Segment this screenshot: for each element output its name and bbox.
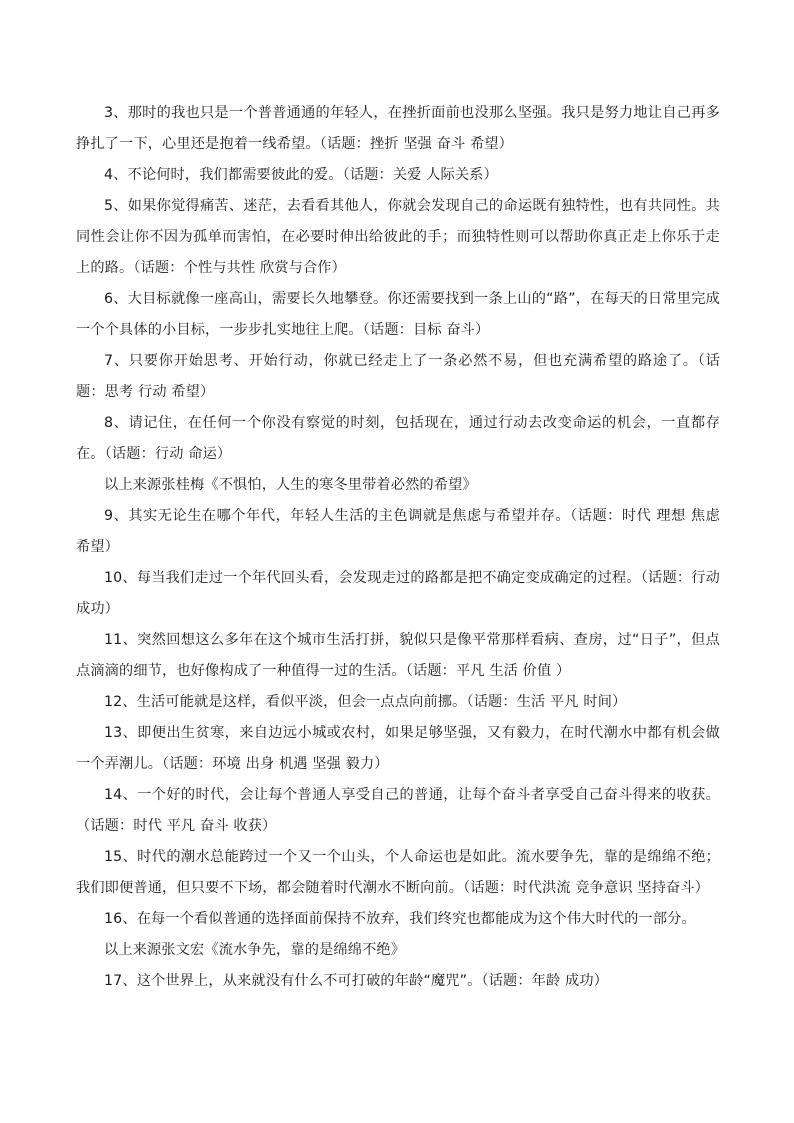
quote-paragraph-7: 7、只要你开始思考、开始行动，你就已经走上了一条必然不易，但也充满希望的路途了。（话题：思考 行动 希望）	[76, 353, 720, 400]
quote-paragraph-10: 10、每当我们走过一个年代回头看，会发现走过的路都是把不确定变成确定的过程。（话题：行动 成功）	[76, 570, 720, 617]
quote-paragraph-6: 6、大目标就像一座高山，需要长久地攀登。你还需要找到一条上山的“路”，在每天的日常里完成一个个具体的小目标，一步步扎实地往上爬。（话题：目标 奋斗）	[76, 291, 720, 338]
document-body	[76, 98, 720, 997]
quote-paragraph-5: 5、如果你觉得痛苦、迷茫，去看看其他人，你就会发现自己的命运既有独特性，也有共同性。共同性会让你不因为孤单而害怕，在必要时伸出给彼此的手；而独特性则可以帮助你真正走上你乐于走上的路。（话题：个性与共性 欣赏与合作）	[76, 198, 720, 276]
quote-paragraph-16: 16、在每一个看似普通的选择面前保持不放弃，我们终究也都能成为这个伟大时代的一部分。	[104, 911, 696, 927]
source-note-zhang-guimei: 以上来源张桂梅《不惧怕，人生的寒冬里带着必然的希望》	[104, 477, 477, 493]
quote-paragraph-12: 12、生活可能就是这样，看似平淡，但会一点点向前挪。（话题：生活 平凡 时间）	[104, 694, 627, 710]
quote-paragraph-13: 13、即便出生贫寒，来自边远小城或农村，如果足够坚强，又有毅力，在时代潮水中都有机会做一个弄潮儿。（话题：环境 出身 机遇 坚强 毅力）	[76, 725, 720, 772]
quote-paragraph-11: 11、突然回想这么多年在这个城市生活打拼，貌似只是像平常那样看病、查房，过“日子”，但点点滴滴的细节，也好像构成了一种值得一过的生活。（话题：平凡 生活 价值 ）	[76, 632, 720, 679]
quote-paragraph-8: 8、请记住，在任何一个你没有察觉的时刻，包括现在，通过行动去改变命运的机会，一直都存在。（话题：行动 命运）	[76, 415, 720, 462]
source-note-zhang-wenhong: 以上来源张文宏《流水争先，靠的是绵绵不绝》	[104, 942, 406, 958]
quote-paragraph-14: 14、一个好的时代，会让每个普通人享受自己的普通，让每个奋斗者享受自己奋斗得来的收获。（话题：时代 平凡 奋斗 收获）	[76, 787, 720, 834]
quote-paragraph-9: 9、其实无论生在哪个年代，年轻人生活的主色调就是焦虑与希望并存。（话题：时代 理想 焦虑 希望）	[76, 508, 720, 555]
quote-paragraph-15: 15、时代的潮水总能跨过一个又一个山头，个人命运也是如此。流水要争先，靠的是绵绵不绝；我们即便普通，但只要不下场，都会随着时代潮水不断向前。（话题：时代洪流 竞争意识 坚持奋斗）	[76, 849, 720, 896]
quote-paragraph-4: 4、不论何时，我们都需要彼此的爱。（话题：关爱 人际关系）	[104, 167, 498, 183]
quote-paragraph-17: 17、这个世界上，从来就没有什么不可打破的年龄“魔咒”。（话题：年龄 成功）	[104, 973, 609, 989]
quote-paragraph-3: 3、那时的我也只是一个普普通通的年轻人，在挫折面前也没那么坚强。我只是努力地让自己再多挣扎了一下，心里还是抱着一线希望。（话题：挫折 坚强 奋斗 希望）	[76, 105, 720, 152]
